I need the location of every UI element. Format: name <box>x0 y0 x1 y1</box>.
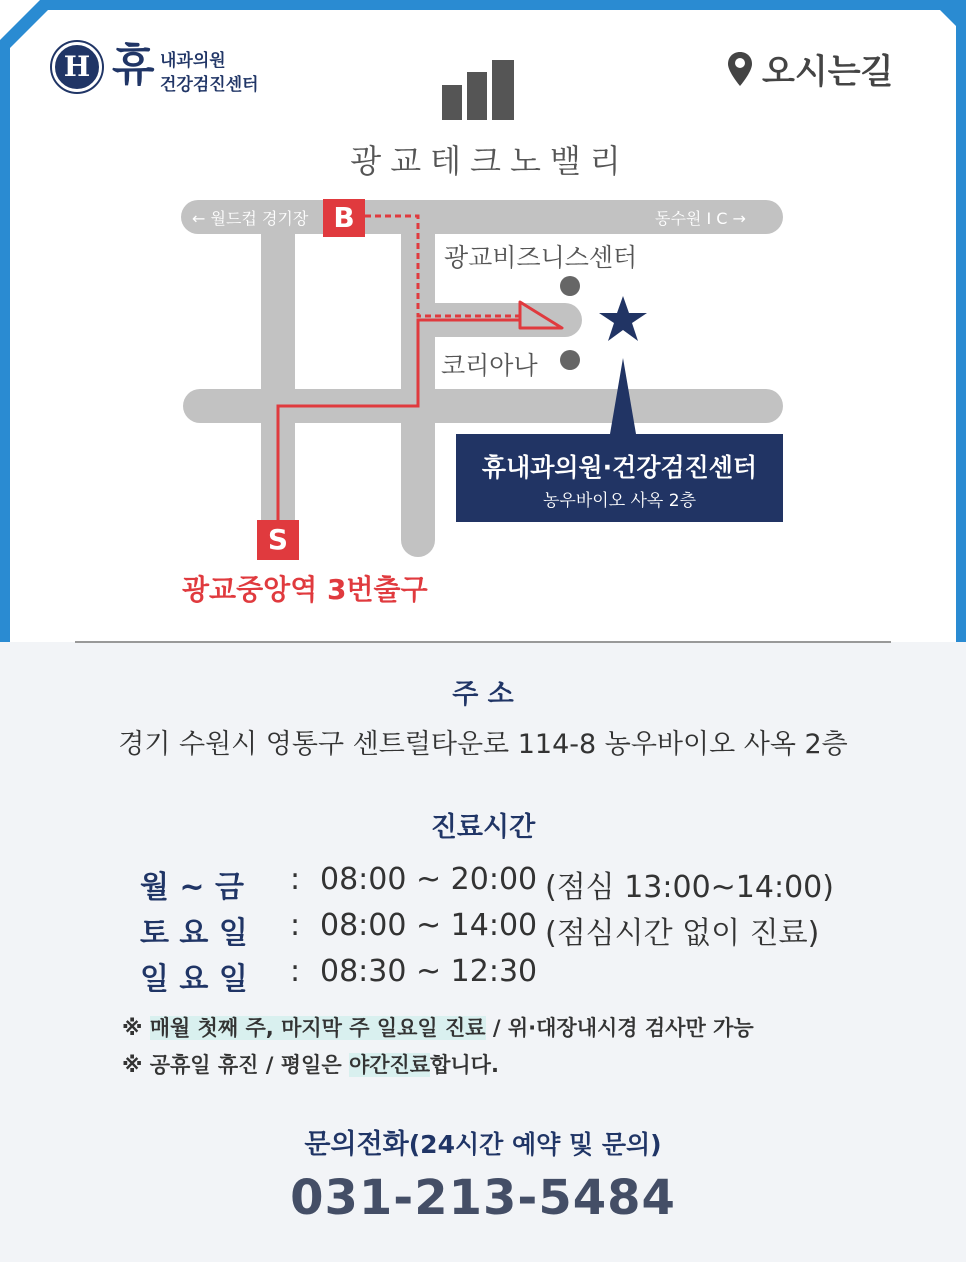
hours-colon: : <box>290 908 301 943</box>
place-business-center: 광교비즈니스센터 <box>444 243 638 272</box>
hours-time: 08:00 ~ 14:00 <box>320 908 538 943</box>
section-divider <box>75 641 891 643</box>
address-title: 주 소 <box>452 679 514 710</box>
marker-s: S <box>267 523 289 556</box>
place-coreana: 코리아나 <box>441 351 538 380</box>
clinic-callout <box>456 434 783 522</box>
hours-time: 08:30 ~ 12:30 <box>320 954 538 989</box>
hours-note: (점심시간 없이 진료) <box>545 916 820 951</box>
contact-label: 문의전화(24시간 예약 및 문의) <box>304 1129 662 1160</box>
road-label-right: 동수원 I C → <box>655 209 746 228</box>
road-label-left: ← 월드컵 경기장 <box>192 209 309 228</box>
landmark-title: 광교테크노밸리 <box>350 142 630 180</box>
clinic-address-short: 농우바이오 사옥 2층 <box>543 491 696 511</box>
hours-row <box>140 862 834 906</box>
logo-big-char: 휴 <box>112 40 155 91</box>
destination-star-icon <box>599 296 647 341</box>
highlight-night: 야간진료 <box>348 1053 431 1077</box>
logo-emblem: H <box>52 42 102 92</box>
marker-b: B <box>333 201 355 234</box>
address-value: 경기 수원시 영통구 센트럴타운로 114-8 농우바이오 사옥 2층 <box>118 729 848 760</box>
hours-day: 토 요 일 <box>140 916 248 951</box>
hours-note: (점심 13:00~14:00) <box>545 870 834 905</box>
hours-title: 진료시간 <box>430 812 536 843</box>
hours-row <box>140 954 545 998</box>
hours-time: 08:00 ~ 20:00 <box>320 862 538 897</box>
hours-day: 월 ~ 금 <box>140 870 244 905</box>
hours-note-sunday: ※ 매월 첫째 주, 마지막 주 일요일 진료 / 위·대장내시경 검사만 가능 <box>122 1016 754 1040</box>
highlight-sunday: 매월 첫째 주, 마지막 주 일요일 진료 <box>149 1016 486 1040</box>
hours-day: 일 요 일 <box>140 962 248 997</box>
clinic-name: 휴내과의원·건강검진센터 <box>481 453 758 482</box>
hours-colon: : <box>290 954 301 989</box>
hours-colon: : <box>290 862 301 897</box>
logo-line-1: 내과의원 <box>160 51 226 71</box>
station-exit-label: 광교중앙역 3번출구 <box>182 573 428 606</box>
hours-row <box>140 908 819 952</box>
phone-number[interactable]: 031-213-5484 <box>290 1170 676 1226</box>
directions-label: 오시는길 <box>762 52 894 92</box>
hours-note-holiday: ※ 공휴일 휴진 / 평일은 야간진료합니다. <box>122 1053 499 1077</box>
logo-line-2: 건강검진센터 <box>160 75 259 95</box>
